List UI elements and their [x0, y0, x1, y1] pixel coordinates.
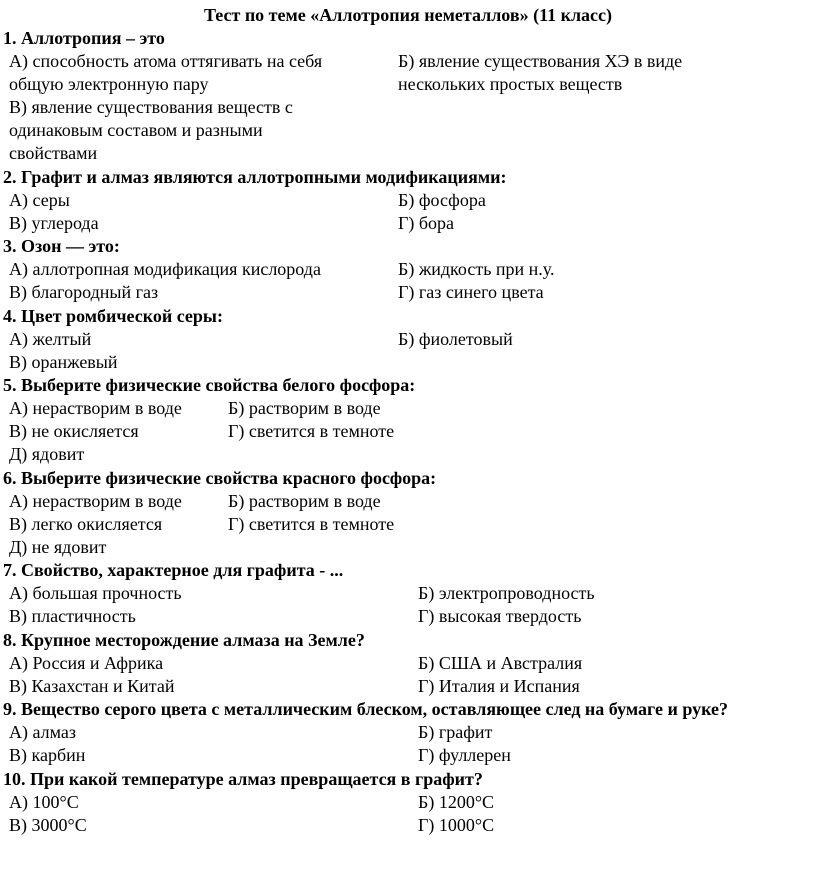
- answer-7d: Г) высокая твердость: [418, 606, 582, 626]
- answer-1c-line3: свойствами: [9, 143, 98, 163]
- answer-10c: В) 3000°С: [9, 815, 87, 835]
- answer-2b: Б) фосфора: [398, 190, 486, 210]
- question-3: 3. Озон — это:: [3, 236, 120, 256]
- answer-7a: А) большая прочность: [9, 583, 182, 603]
- answer-2c: В) углерода: [9, 213, 99, 233]
- question-2: 2. Графит и алмаз являются аллотропными модификациями:: [3, 167, 507, 187]
- answer-5d: Г) светится в темноте: [228, 421, 395, 441]
- answer-6e: Д) не ядовит: [9, 537, 107, 557]
- answer-2d: Г) бора: [398, 213, 455, 233]
- answer-1a-line2: общую электронную пару: [9, 74, 209, 94]
- answer-1b-line2: нескольких простых веществ: [398, 74, 623, 94]
- answer-9d: Г) фуллерен: [418, 745, 511, 765]
- answer-1c-line1: В) явление существования веществ с: [9, 97, 293, 117]
- page-title: Тест по теме «Аллотропия неметаллов» (11 класс): [203, 5, 613, 25]
- answer-1c-line2: одинаковым составом и разными: [9, 120, 263, 140]
- answer-6a: А) нерастворим в воде: [9, 491, 182, 511]
- answer-3c: В) благородный газ: [9, 282, 159, 302]
- answer-4a: А) желтый: [9, 329, 92, 349]
- answer-8b: Б) США и Австралия: [418, 653, 583, 673]
- answer-3a: А) аллотропная модификация кислорода: [9, 259, 321, 279]
- answer-5e: Д) ядовит: [9, 444, 85, 464]
- question-8: 8. Крупное месторождение алмаза на Земле?: [3, 630, 365, 650]
- answer-3b: Б) жидкость при н.у.: [398, 259, 555, 279]
- answer-10d: Г) 1000°С: [418, 815, 495, 835]
- question-6: 6. Выберите физические свойства красного фосфора:: [3, 468, 437, 488]
- answer-10a: А) 100°С: [9, 792, 79, 812]
- answer-6b: Б) растворим в воде: [228, 491, 381, 511]
- answer-6c: В) легко окисляется: [9, 514, 163, 534]
- answer-5a: А) нерастворим в воде: [9, 398, 182, 418]
- answer-4b: Б) фиолетовый: [398, 329, 513, 349]
- question-1: 1. Аллотропия – это: [3, 28, 165, 48]
- answer-1a-line1: А) способность атома оттягивать на себя: [9, 51, 323, 71]
- question-10: 10. При какой температуре алмаз превращается в графит?: [3, 769, 483, 789]
- question-5: 5. Выберите физические свойства белого фосфора:: [3, 375, 416, 395]
- answer-2a: А) серы: [9, 190, 70, 210]
- answer-9a: А) алмаз: [9, 722, 76, 742]
- answer-8c: В) Казахстан и Китай: [9, 676, 175, 696]
- answer-5c: В) не окисляется: [9, 421, 139, 441]
- answer-9b: Б) графит: [418, 722, 493, 742]
- answer-1b-line1: Б) явление существования ХЭ в виде: [398, 51, 683, 71]
- answer-9c: В) карбин: [9, 745, 86, 765]
- answer-7b: Б) электропроводность: [418, 583, 595, 603]
- answer-5b: Б) растворим в воде: [228, 398, 381, 418]
- question-9: 9. Вещество серого цвета с металлическим блеском, оставляющее след на бумаге и руке?: [3, 699, 729, 719]
- answer-7c: В) пластичность: [9, 606, 136, 626]
- answer-8a: А) Россия и Африка: [9, 653, 164, 673]
- answer-4c: В) оранжевый: [9, 352, 118, 372]
- question-7: 7. Свойство, характерное для графита - ...: [3, 560, 344, 580]
- answer-6d: Г) светится в темноте: [228, 514, 395, 534]
- answer-8d: Г) Италия и Испания: [418, 676, 580, 696]
- answer-3d: Г) газ синего цвета: [398, 282, 544, 302]
- question-4: 4. Цвет ромбической серы:: [3, 306, 223, 326]
- answer-10b: Б) 1200°С: [418, 792, 495, 812]
